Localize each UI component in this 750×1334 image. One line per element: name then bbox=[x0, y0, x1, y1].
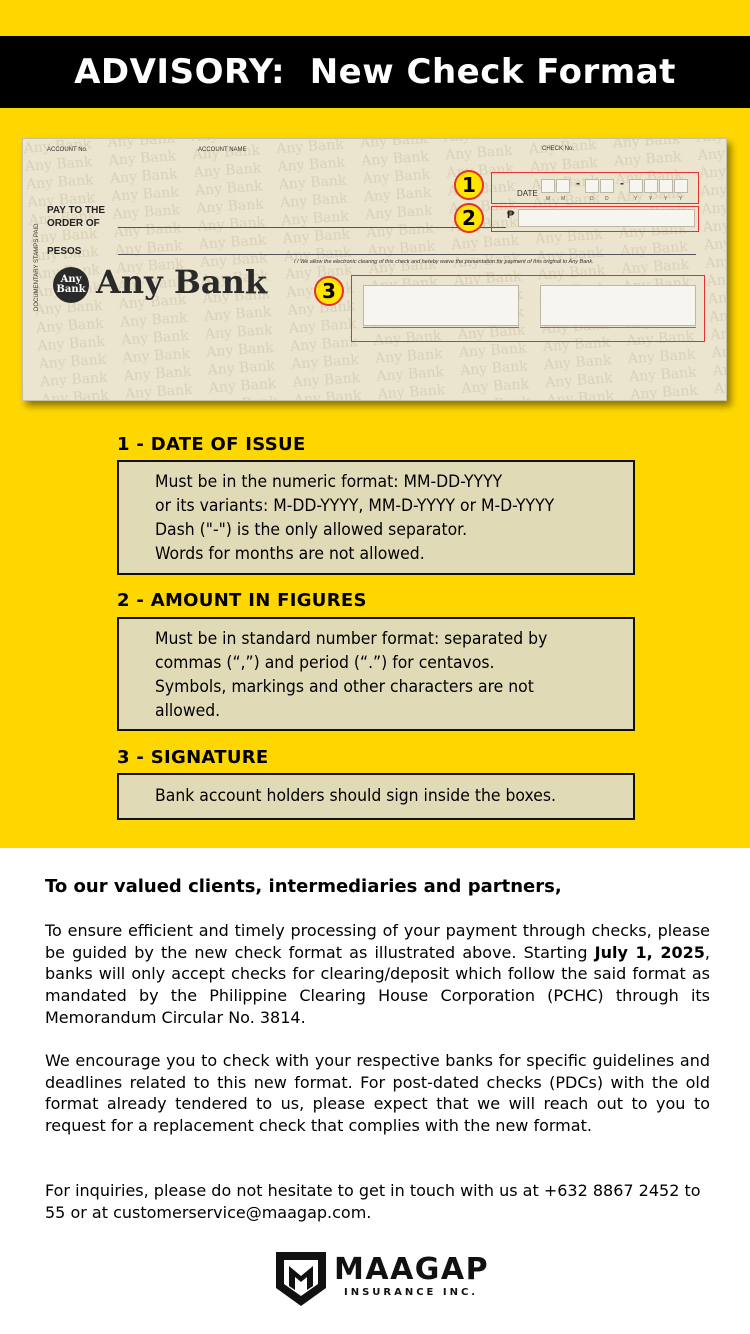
bank-logo-icon: Any Bank bbox=[53, 267, 89, 303]
section-title-date: 1 - DATE OF ISSUE bbox=[117, 434, 306, 455]
date-letter: M bbox=[561, 196, 566, 202]
advisory-banner: ADVISORY: New Check Format bbox=[0, 36, 750, 108]
company-logo bbox=[274, 1248, 490, 1310]
amount-field bbox=[518, 209, 695, 227]
peso-sign: ₱ bbox=[507, 209, 515, 221]
bank-name: Any Bank bbox=[96, 263, 268, 301]
date-separator: - bbox=[620, 176, 624, 190]
pay-to-label: PAY TO THE ORDER OF bbox=[47, 205, 105, 229]
letter-paragraph-1: To ensure efficient and timely processing of your payment through checks, please be guided by the new check format as illustrated above. Starting July 1, 2025, banks will only accept checks for clearing/deposit which follow the said format as mandated by the Philippine Clearing House Corporation (PCHC) through its Memorandum Circular No. 3814. bbox=[45, 921, 710, 1027]
pesos-label: PESOS bbox=[47, 246, 82, 257]
date-letter: Y bbox=[649, 196, 653, 202]
section-body-date: Must be in the numeric format: MM-DD-YYYY or its variants: M-DD-YYYY, MM-D-YYYY or M-D-YYYY Dash ("-") is the only allowed separator. Words for months are not allowed. bbox=[155, 472, 555, 564]
date-letter: Y bbox=[664, 196, 668, 202]
date-cell bbox=[600, 179, 614, 193]
disclaimer-text: I / We allow the electronic clearing of this check and hereby waive the presentation for payment of this original to Any Bank. bbox=[294, 259, 594, 265]
section-body-signature: Bank account holders should sign inside the boxes. bbox=[155, 786, 557, 806]
company-subtitle: INSURANCE INC. bbox=[344, 1287, 479, 1298]
section-box-amount bbox=[117, 617, 635, 731]
shield-logo-icon bbox=[274, 1250, 328, 1308]
date-letter: D bbox=[590, 196, 594, 202]
check-no-label: CHECK No. bbox=[542, 146, 575, 152]
account-no-label: ACCOUNT No. bbox=[47, 147, 88, 153]
section-body-amount: Must be in standard number format: separated by commas (“,”) and period (“.”) for centavos. Symbols, markings and other characters are not allowed. bbox=[155, 629, 548, 721]
date-cell bbox=[585, 179, 599, 193]
date-label: DATE bbox=[517, 189, 538, 198]
section-title-amount: 2 - AMOUNT IN FIGURES bbox=[117, 590, 367, 611]
letter-salutation: To our valued clients, intermediaries and partners, bbox=[45, 876, 562, 897]
date-cell bbox=[629, 179, 643, 193]
signature-line-1 bbox=[363, 327, 519, 328]
date-cell bbox=[541, 179, 555, 193]
date-cell bbox=[659, 179, 673, 193]
date-cell bbox=[674, 179, 688, 193]
stamps-label: DOCUMENTARY STAMPS PAID bbox=[34, 223, 40, 311]
marker-1: 1 bbox=[454, 170, 484, 200]
date-separator: - bbox=[576, 176, 580, 190]
letter-paragraph-2: We encourage you to check with your respective banks for specific guidelines and deadlines related to this new format. For post-dated checks (PDCs) with the old format already tendered to us, please expect that we will reach out to you to request for a replacement check that complies with the new format. bbox=[45, 1051, 710, 1136]
signature-line-2 bbox=[540, 327, 696, 328]
letter-paragraph-3: For inquiries, please do not hesitate to get in touch with us at +632 8867 2452 to 55 or at customerservice@maagap.com. bbox=[45, 1181, 701, 1222]
date-letter: Y bbox=[679, 196, 683, 202]
company-name: MAAGAP bbox=[334, 1252, 490, 1287]
marker-3: 3 bbox=[314, 276, 344, 306]
pesos-line bbox=[118, 254, 696, 255]
signature-box-2 bbox=[540, 285, 696, 326]
date-cell bbox=[556, 179, 570, 193]
account-name-label: ACCOUNT NAME bbox=[198, 147, 247, 153]
date-letter: M bbox=[546, 196, 551, 202]
date-letter: Y bbox=[634, 196, 638, 202]
payee-line bbox=[118, 227, 506, 228]
date-cell bbox=[644, 179, 658, 193]
check-illustration bbox=[22, 138, 727, 401]
date-letter: D bbox=[605, 196, 609, 202]
section-box-date bbox=[117, 460, 635, 575]
section-title-signature: 3 - SIGNATURE bbox=[117, 747, 269, 768]
marker-2: 2 bbox=[454, 203, 484, 233]
signature-box-1 bbox=[363, 285, 519, 326]
effective-date: July 1, 2025 bbox=[594, 942, 705, 962]
section-box-signature bbox=[117, 773, 635, 820]
